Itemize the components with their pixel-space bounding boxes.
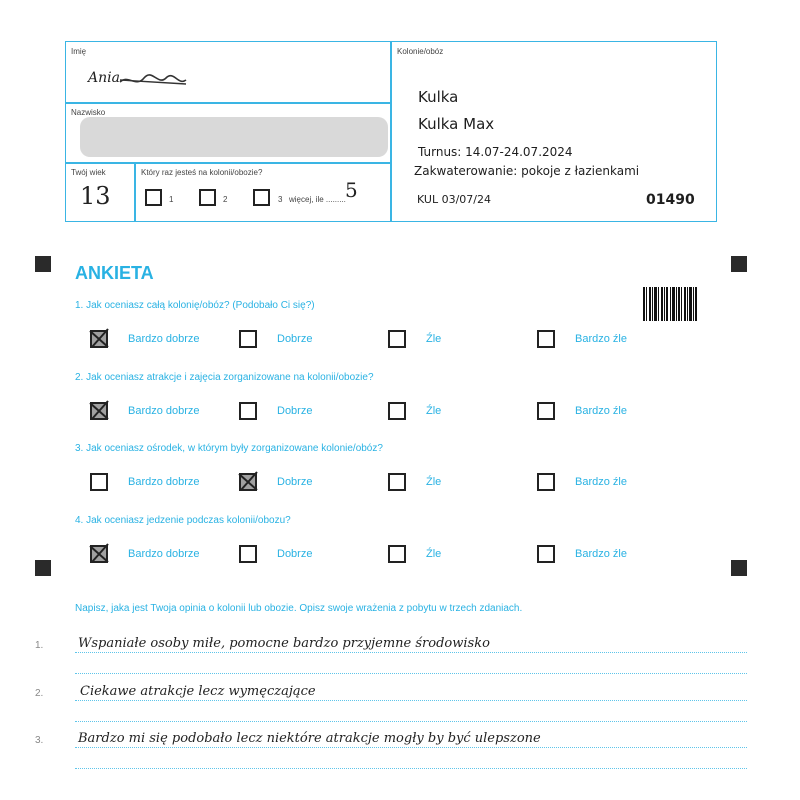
question-3-checkbox-2[interactable] bbox=[239, 473, 257, 491]
opinion-line-1[interactable]: Wspaniałe osoby miłe, pomocne bardzo przyjemne środowisko bbox=[78, 636, 490, 651]
question-3-checkbox-3[interactable] bbox=[388, 473, 406, 491]
question-3-checkbox-1[interactable] bbox=[90, 473, 108, 491]
opinion-line-number-2: 2. bbox=[35, 688, 44, 699]
visit-checkbox-2[interactable] bbox=[199, 189, 216, 206]
check-mark-icon bbox=[88, 327, 110, 349]
form-number: 01490 bbox=[646, 192, 695, 208]
question-3-option-label-4: Bardzo źle bbox=[575, 476, 627, 488]
question-2-option-label-4: Bardzo źle bbox=[575, 405, 627, 417]
row-divider-1 bbox=[65, 102, 391, 104]
ktory-raz-label: Który raz jesteś na kolonii/obozie? bbox=[141, 168, 263, 177]
imie-value[interactable]: Ania bbox=[88, 70, 120, 86]
scribble-icon bbox=[118, 72, 188, 90]
opinion-line-number-3: 3. bbox=[35, 735, 44, 746]
question-4-checkbox-2[interactable] bbox=[239, 545, 257, 563]
question-1-option-label-4: Bardzo źle bbox=[575, 333, 627, 345]
question-1-option-label-1: Bardzo dobrze bbox=[128, 333, 200, 345]
nazwisko-redacted[interactable] bbox=[80, 117, 388, 157]
kul-code: KUL 03/07/24 bbox=[417, 193, 491, 206]
question-2-checkbox-1[interactable] bbox=[90, 402, 108, 420]
question-1-checkbox-3[interactable] bbox=[388, 330, 406, 348]
question-2-checkbox-4[interactable] bbox=[537, 402, 555, 420]
registration-marker-br bbox=[731, 560, 747, 576]
wiek-label: Twój wiek bbox=[71, 168, 106, 177]
turnus: Turnus: 14.07-24.07.2024 bbox=[418, 145, 573, 159]
row-divider-2 bbox=[65, 162, 391, 164]
registration-marker-bl bbox=[35, 560, 51, 576]
question-2-option-label-3: Źle bbox=[426, 405, 442, 417]
opinion-line-2-rule bbox=[75, 700, 747, 701]
opinion-line-2-rule-b bbox=[75, 721, 747, 722]
visit-checkbox-1[interactable] bbox=[145, 189, 162, 206]
question-4-checkbox-3[interactable] bbox=[388, 545, 406, 563]
question-4-checkbox-1[interactable] bbox=[90, 545, 108, 563]
imie-label: Imię bbox=[71, 47, 87, 56]
question-3-option-label-2: Dobrze bbox=[277, 476, 313, 488]
opinion-line-number-1: 1. bbox=[35, 640, 44, 651]
question-2-option-label-2: Dobrze bbox=[277, 405, 313, 417]
kolonie-label: Kolonie/obóz bbox=[397, 47, 444, 56]
question-4-option-label-2: Dobrze bbox=[277, 548, 313, 560]
question-2-text: 2. Jak oceniasz atrakcje i zajęcia zorganizowane na kolonii/obozie? bbox=[75, 372, 374, 383]
opinion-prompt: Napisz, jaka jest Twoja opinia o kolonii lub obozie. Opisz swoje wrażenia z pobytu w trzech zdaniach. bbox=[75, 603, 523, 614]
question-3-option-label-1: Bardzo dobrze bbox=[128, 476, 200, 488]
wiek-value[interactable]: 13 bbox=[80, 182, 111, 210]
opinion-line-1-rule bbox=[75, 652, 747, 653]
header-divider bbox=[390, 41, 392, 222]
opinion-line-1-rule-b bbox=[75, 673, 747, 674]
question-1-checkbox-1[interactable] bbox=[90, 330, 108, 348]
check-mark-icon bbox=[88, 399, 110, 421]
question-1-text: 1. Jak oceniasz całą kolonię/obóz? (Podobało Ci się?) bbox=[75, 300, 315, 311]
survey-title: ANKIETA bbox=[75, 263, 154, 283]
opinion-line-3-rule-b bbox=[75, 768, 747, 769]
opinion-line-3-rule bbox=[75, 747, 747, 748]
barcode-icon bbox=[643, 287, 697, 321]
question-1-option-label-3: Źle bbox=[426, 333, 442, 345]
question-4-checkbox-4[interactable] bbox=[537, 545, 555, 563]
visit-option-3: 3 bbox=[278, 195, 283, 204]
wiecej-value[interactable]: 5 bbox=[345, 178, 358, 202]
visit-checkbox-3[interactable] bbox=[253, 189, 270, 206]
opinion-line-3[interactable]: Bardzo mi się podobało lecz niektóre atrakcje mogły by być ulepszone bbox=[78, 731, 541, 746]
opinion-line-2[interactable]: Ciekawe atrakcje lecz wymęczające bbox=[80, 684, 316, 699]
zakwaterowanie: Zakwaterowanie: pokoje z łazienkami bbox=[414, 164, 640, 178]
question-4-option-label-4: Bardzo źle bbox=[575, 548, 627, 560]
question-3-option-label-3: Źle bbox=[426, 476, 442, 488]
question-2-checkbox-2[interactable] bbox=[239, 402, 257, 420]
registration-marker-tl bbox=[35, 256, 51, 272]
check-mark-icon bbox=[88, 542, 110, 564]
wiecej-label: więcej, ile ......... bbox=[289, 195, 346, 204]
registration-marker-tr bbox=[731, 256, 747, 272]
question-3-text: 3. Jak oceniasz ośrodek, w którym były zorganizowane kolonie/obóz? bbox=[75, 443, 383, 454]
visit-option-2: 2 bbox=[223, 195, 228, 204]
question-1-option-label-2: Dobrze bbox=[277, 333, 313, 345]
question-1-checkbox-2[interactable] bbox=[239, 330, 257, 348]
age-divider bbox=[134, 162, 136, 222]
question-3-checkbox-4[interactable] bbox=[537, 473, 555, 491]
question-1-checkbox-4[interactable] bbox=[537, 330, 555, 348]
kolonie-full: Kulka Max bbox=[418, 115, 495, 133]
visit-option-1: 1 bbox=[169, 195, 174, 204]
question-2-checkbox-3[interactable] bbox=[388, 402, 406, 420]
question-2-option-label-1: Bardzo dobrze bbox=[128, 405, 200, 417]
check-mark-icon bbox=[237, 470, 259, 492]
question-4-text: 4. Jak oceniasz jedzenie podczas kolonii/obozu? bbox=[75, 515, 291, 526]
question-4-option-label-1: Bardzo dobrze bbox=[128, 548, 200, 560]
kolonie-name: Kulka bbox=[418, 88, 459, 106]
question-4-option-label-3: Źle bbox=[426, 548, 442, 560]
nazwisko-label: Nazwisko bbox=[71, 108, 106, 117]
